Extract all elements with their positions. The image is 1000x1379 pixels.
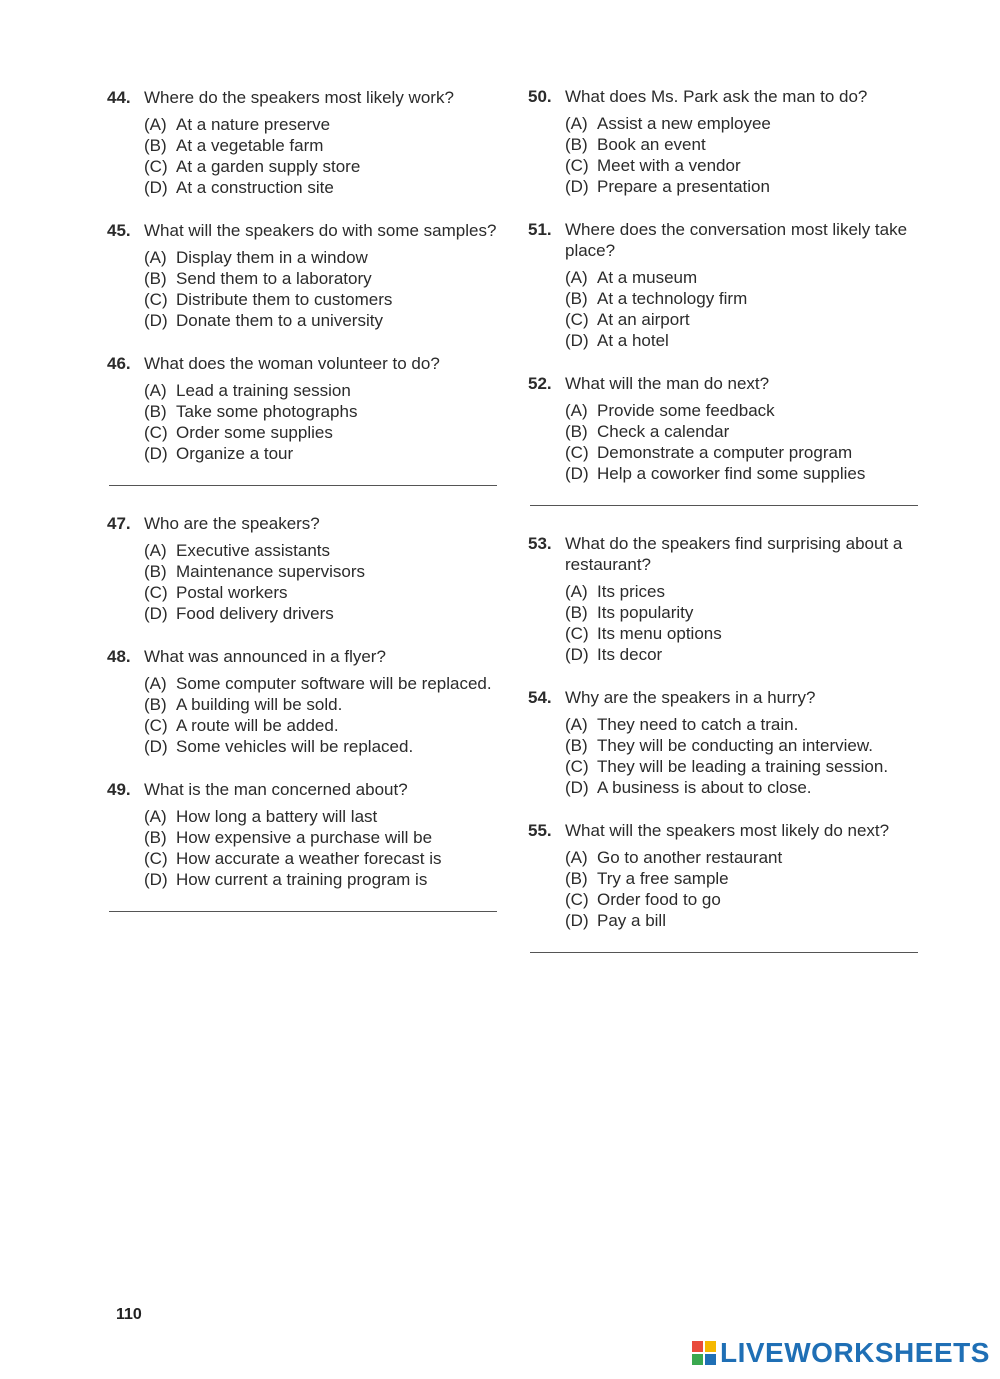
question-number: 47.	[107, 514, 131, 533]
answer-option[interactable]	[144, 289, 507, 310]
option-letter: (A)	[565, 848, 588, 867]
option-letter: (C)	[565, 624, 589, 643]
answer-options	[107, 114, 507, 198]
option-text: Check a calendar	[597, 422, 730, 441]
option-letter: (B)	[144, 402, 167, 421]
option-letter: (A)	[565, 268, 588, 287]
option-text: Some computer software will be replaced.	[176, 674, 492, 693]
question-number: 45.	[107, 221, 131, 240]
option-letter: (B)	[565, 422, 588, 441]
answer-option[interactable]	[565, 889, 928, 910]
option-text: How long a battery will last	[176, 807, 378, 826]
question-number: 51.	[528, 220, 552, 239]
option-letter: (C)	[144, 849, 168, 868]
question-text: What will the speakers most likely do next?	[565, 821, 890, 840]
option-letter: (B)	[144, 269, 167, 288]
question-46	[107, 353, 507, 464]
question-48	[107, 646, 507, 757]
option-text: Lead a training session	[176, 381, 351, 400]
answer-option[interactable]	[144, 694, 507, 715]
option-letter: (D)	[144, 870, 168, 889]
answer-option[interactable]	[565, 847, 928, 868]
option-text: Food delivery drivers	[176, 604, 334, 623]
option-letter: (A)	[565, 114, 588, 133]
question-47	[107, 513, 507, 624]
answer-option[interactable]	[144, 380, 507, 401]
option-letter: (B)	[144, 562, 167, 581]
option-text: Demonstrate a computer program	[597, 443, 853, 462]
option-letter: (D)	[565, 911, 589, 930]
option-text: They will be conducting an interview.	[597, 736, 873, 755]
option-letter: (D)	[565, 464, 589, 483]
answer-option[interactable]	[144, 177, 507, 198]
answer-option[interactable]	[565, 113, 928, 134]
option-letter: (C)	[144, 423, 168, 442]
option-text: Donate them to a university	[176, 311, 383, 330]
answer-option[interactable]	[565, 581, 928, 602]
question-header	[107, 646, 507, 667]
answer-option[interactable]	[144, 827, 507, 848]
option-letter: (D)	[144, 311, 168, 330]
option-letter: (D)	[565, 778, 589, 797]
option-letter: (D)	[565, 645, 589, 664]
question-header	[107, 220, 507, 241]
option-letter: (C)	[144, 157, 168, 176]
question-header	[528, 533, 928, 575]
option-text: Prepare a presentation	[597, 177, 770, 196]
answer-option[interactable]	[144, 401, 507, 422]
option-text: Its decor	[597, 645, 663, 664]
liveworksheets-logo	[692, 1337, 990, 1369]
question-header	[107, 353, 507, 374]
question-number: 53.	[528, 534, 552, 553]
option-letter: (A)	[144, 807, 167, 826]
answer-option[interactable]	[144, 806, 507, 827]
question-number: 50.	[528, 87, 552, 106]
option-text: Organize a tour	[176, 444, 294, 463]
page-number: 110	[116, 1306, 142, 1323]
question-text: Why are the speakers in a hurry?	[565, 688, 816, 707]
option-text: How current a training program is	[176, 870, 428, 889]
question-number: 48.	[107, 647, 131, 666]
answer-option[interactable]	[144, 310, 507, 331]
option-text: Display them in a window	[176, 248, 368, 267]
option-letter: (D)	[565, 331, 589, 350]
option-text: At a construction site	[176, 178, 334, 197]
option-text: Meet with a vendor	[597, 156, 741, 175]
answer-option[interactable]	[565, 868, 928, 889]
option-text: At a hotel	[597, 331, 669, 350]
option-text: At a garden supply store	[176, 157, 361, 176]
option-letter: (A)	[565, 715, 588, 734]
option-letter: (A)	[144, 541, 167, 560]
option-text: Take some photographs	[176, 402, 358, 421]
answer-option[interactable]	[144, 561, 507, 582]
option-letter: (C)	[565, 156, 589, 175]
option-text: Go to another restaurant	[597, 848, 783, 867]
answer-option[interactable]	[565, 442, 928, 463]
answer-option[interactable]	[565, 288, 928, 309]
option-letter: (B)	[144, 695, 167, 714]
logo-grid-icon	[692, 1341, 716, 1365]
option-text: Some vehicles will be replaced.	[176, 737, 414, 756]
answer-option[interactable]	[144, 156, 507, 177]
answer-option[interactable]	[565, 155, 928, 176]
option-text: Order food to go	[597, 890, 721, 909]
option-text: Assist a new employee	[597, 114, 771, 133]
question-53	[528, 533, 928, 665]
option-text: How accurate a weather forecast is	[176, 849, 442, 868]
question-number: 54.	[528, 688, 552, 707]
answer-option[interactable]	[565, 777, 928, 798]
answer-options	[528, 714, 928, 798]
option-text: Send them to a laboratory	[176, 269, 372, 288]
option-text: Pay a bill	[597, 911, 666, 930]
question-header	[528, 820, 928, 841]
option-text: Provide some feedback	[597, 401, 775, 420]
option-letter: (B)	[565, 603, 588, 622]
option-text: Order some supplies	[176, 423, 333, 442]
question-header	[528, 219, 928, 261]
answer-option[interactable]	[565, 421, 928, 442]
section-divider	[530, 952, 918, 953]
option-text: A business is about to close.	[597, 778, 812, 797]
answer-option[interactable]	[144, 135, 507, 156]
answer-option[interactable]	[144, 736, 507, 757]
option-letter: (D)	[144, 737, 168, 756]
answer-options	[107, 247, 507, 331]
question-54	[528, 687, 928, 798]
answer-option[interactable]	[144, 247, 507, 268]
answer-options	[528, 847, 928, 931]
question-number: 55.	[528, 821, 552, 840]
option-text: They will be leading a training session.	[597, 757, 889, 776]
answer-option[interactable]	[144, 715, 507, 736]
answer-options	[528, 267, 928, 351]
option-text: Its popularity	[597, 603, 694, 622]
answer-option[interactable]	[565, 463, 928, 484]
question-49	[107, 779, 507, 890]
answer-option[interactable]	[144, 603, 507, 624]
option-text: A route will be added.	[176, 716, 339, 735]
option-text: At a nature preserve	[176, 115, 331, 134]
question-55	[528, 820, 928, 931]
option-letter: (B)	[565, 869, 588, 888]
answer-options	[107, 540, 507, 624]
answer-option[interactable]	[144, 848, 507, 869]
option-letter: (D)	[144, 444, 168, 463]
option-text: Help a coworker find some supplies	[597, 464, 866, 483]
answer-option[interactable]	[144, 869, 507, 890]
option-letter: (C)	[565, 443, 589, 462]
question-number: 46.	[107, 354, 131, 373]
question-text: What was announced in a flyer?	[144, 647, 386, 666]
option-text: A building will be sold.	[176, 695, 343, 714]
option-text: How expensive a purchase will be	[176, 828, 433, 847]
question-number: 52.	[528, 374, 552, 393]
option-letter: (B)	[565, 135, 588, 154]
answer-option[interactable]	[565, 910, 928, 931]
answer-option[interactable]	[565, 623, 928, 644]
option-letter: (A)	[144, 381, 167, 400]
option-letter: (D)	[144, 178, 168, 197]
answer-option[interactable]	[565, 330, 928, 351]
option-letter: (A)	[565, 401, 588, 420]
option-letter: (A)	[565, 582, 588, 601]
option-letter: (B)	[144, 828, 167, 847]
option-letter: (A)	[144, 115, 167, 134]
option-letter: (C)	[144, 716, 168, 735]
option-text: At a technology firm	[597, 289, 748, 308]
question-text: What will the man do next?	[565, 374, 770, 393]
option-text: Its menu options	[597, 624, 722, 643]
question-header	[107, 779, 507, 800]
question-text: What do the speakers find surprising about a restaurant?	[565, 534, 903, 574]
question-52	[528, 373, 928, 484]
option-letter: (D)	[144, 604, 168, 623]
answer-option[interactable]	[144, 582, 507, 603]
answer-options	[528, 113, 928, 197]
option-letter: (C)	[144, 583, 168, 602]
option-text: Its prices	[597, 582, 666, 601]
answer-option[interactable]	[144, 540, 507, 561]
question-header	[528, 86, 928, 107]
answer-options	[528, 400, 928, 484]
question-text: What will the speakers do with some samples?	[144, 221, 497, 240]
question-44	[107, 87, 507, 198]
option-letter: (C)	[565, 890, 589, 909]
option-text: At a museum	[597, 268, 698, 287]
option-letter: (B)	[144, 136, 167, 155]
answer-option[interactable]	[144, 114, 507, 135]
question-text: Where do the speakers most likely work?	[144, 88, 454, 107]
option-letter: (A)	[144, 248, 167, 267]
question-text: Where does the conversation most likely take place?	[565, 220, 908, 260]
question-45	[107, 220, 507, 331]
option-letter: (D)	[565, 177, 589, 196]
question-text: Who are the speakers?	[144, 514, 320, 533]
question-header	[528, 687, 928, 708]
option-text: Distribute them to customers	[176, 290, 393, 309]
answer-option[interactable]	[144, 422, 507, 443]
option-text: Book an event	[597, 135, 706, 154]
option-text: At an airport	[597, 310, 690, 329]
question-number: 44.	[107, 88, 131, 107]
option-text: Try a free sample	[597, 869, 729, 888]
option-letter: (C)	[565, 310, 589, 329]
question-header	[107, 87, 507, 108]
option-text: They need to catch a train.	[597, 715, 799, 734]
question-50	[528, 86, 928, 197]
option-letter: (C)	[565, 757, 589, 776]
answer-option[interactable]	[565, 267, 928, 288]
question-header	[528, 373, 928, 394]
answer-options	[107, 806, 507, 890]
option-letter: (B)	[565, 736, 588, 755]
question-header	[107, 513, 507, 534]
option-text: At a vegetable farm	[176, 136, 324, 155]
section-divider	[109, 911, 497, 912]
answer-option[interactable]	[144, 443, 507, 464]
answer-option[interactable]	[565, 644, 928, 665]
option-text: Maintenance supervisors	[176, 562, 365, 581]
question-number: 49.	[107, 780, 131, 799]
question-51	[528, 219, 928, 351]
logo-text: LIVEWORKSHEETS	[720, 1337, 990, 1368]
answer-options	[107, 673, 507, 757]
right-question-column	[528, 86, 928, 953]
answer-option[interactable]	[565, 134, 928, 155]
answer-option[interactable]	[144, 268, 507, 289]
answer-options	[528, 581, 928, 665]
question-text: What is the man concerned about?	[144, 780, 408, 799]
answer-option[interactable]	[565, 602, 928, 623]
answer-option[interactable]	[565, 714, 928, 735]
question-text: What does the woman volunteer to do?	[144, 354, 440, 373]
answer-option[interactable]	[144, 673, 507, 694]
option-letter: (C)	[144, 290, 168, 309]
answer-option[interactable]	[565, 176, 928, 197]
answer-option[interactable]	[565, 400, 928, 421]
option-text: Executive assistants	[176, 541, 331, 560]
answer-option[interactable]	[565, 735, 928, 756]
answer-options	[107, 380, 507, 464]
left-question-column	[107, 87, 507, 912]
answer-option[interactable]	[565, 756, 928, 777]
question-text: What does Ms. Park ask the man to do?	[565, 87, 868, 106]
option-letter: (B)	[565, 289, 588, 308]
option-text: Postal workers	[176, 583, 288, 602]
answer-option[interactable]	[565, 309, 928, 330]
option-letter: (A)	[144, 674, 167, 693]
